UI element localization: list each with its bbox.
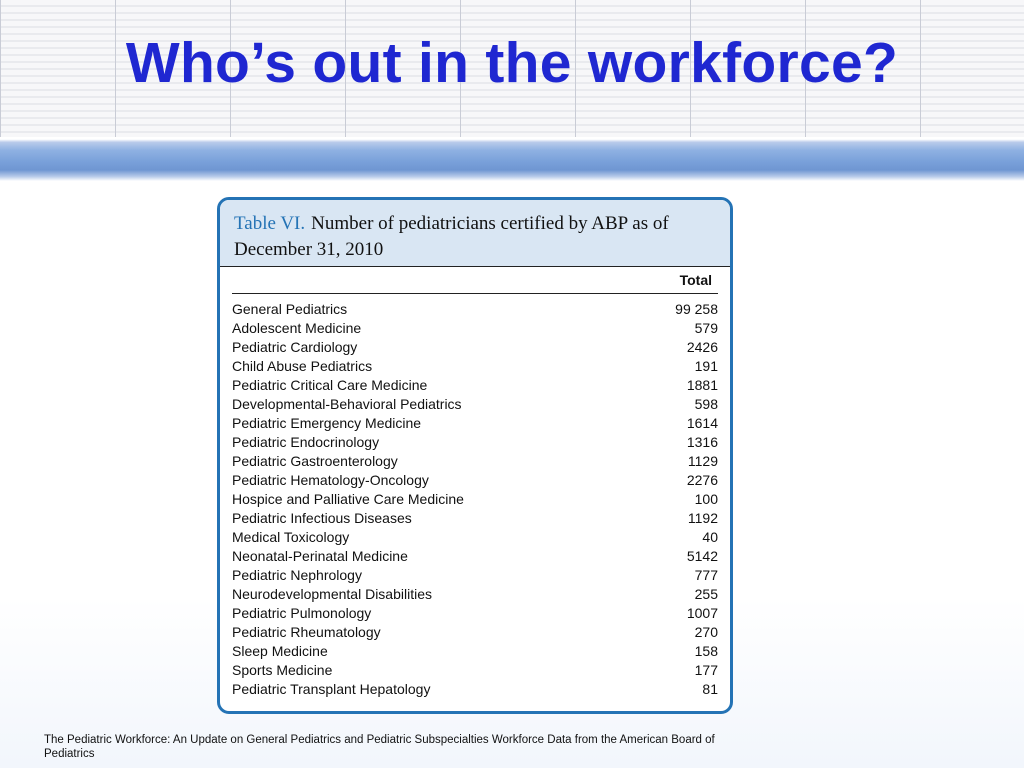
table-body [232, 300, 718, 699]
row-specialty-name: Child Abuse Pediatrics [232, 358, 373, 374]
table-row [232, 623, 718, 642]
row-specialty-name: Pediatric Transplant Hepatology [232, 681, 431, 697]
table-row [232, 566, 718, 585]
table-row [232, 490, 718, 509]
table-row [232, 547, 718, 566]
title-divider-bar [0, 137, 1024, 181]
slide-title: Who’s out in the workforce? [125, 31, 899, 95]
row-total-value: 579 [694, 320, 718, 336]
row-total-value: 100 [694, 491, 718, 507]
table-row [232, 300, 718, 319]
table-row [232, 509, 718, 528]
row-specialty-name: Developmental-Behavioral Pediatrics [232, 396, 462, 412]
table-caption [220, 200, 730, 267]
table-row [232, 433, 718, 452]
row-specialty-name: Neonatal-Perinatal Medicine [232, 548, 408, 564]
row-specialty-name: Pediatric Cardiology [232, 339, 358, 355]
row-total-value: 777 [694, 567, 718, 583]
row-total-value: 40 [702, 529, 718, 545]
row-total-value: 270 [694, 624, 718, 640]
row-specialty-name: Pediatric Hematology-Oncology [232, 472, 429, 488]
row-specialty-name: Pediatric Critical Care Medicine [232, 377, 428, 393]
row-specialty-name: Neurodevelopmental Disabilities [232, 586, 432, 602]
table-row [232, 414, 718, 433]
row-total-value: 191 [694, 358, 718, 374]
row-total-value: 81 [702, 681, 718, 697]
row-specialty-name: Sleep Medicine [232, 643, 328, 659]
row-total-value: 2276 [686, 472, 718, 488]
row-specialty-name: Pediatric Nephrology [232, 567, 362, 583]
table-row [232, 376, 718, 395]
table-row [232, 357, 718, 376]
row-total-value: 1316 [686, 434, 718, 450]
row-specialty-name: Pediatric Emergency Medicine [232, 415, 422, 431]
table-row [232, 661, 718, 680]
row-total-value: 2426 [686, 339, 718, 355]
table-row [232, 471, 718, 490]
table-column-header [232, 267, 718, 294]
table-row [232, 642, 718, 661]
row-total-value: 5142 [686, 548, 718, 564]
table-row [232, 604, 718, 623]
row-total-value: 177 [694, 662, 718, 678]
column-header-total: Total [679, 272, 712, 288]
table-row [232, 395, 718, 414]
row-specialty-name: Pediatric Pulmonology [232, 605, 372, 621]
table-row [232, 338, 718, 357]
row-specialty-name: Pediatric Rheumatology [232, 624, 381, 640]
row-total-value: 1881 [686, 377, 718, 393]
row-specialty-name: Adolescent Medicine [232, 320, 362, 336]
row-total-value: 158 [694, 643, 718, 659]
table-row [232, 319, 718, 338]
table-row [232, 452, 718, 471]
row-total-value: 99 258 [675, 301, 718, 317]
row-specialty-name: Pediatric Gastroenterology [232, 453, 398, 469]
row-specialty-name: Sports Medicine [232, 662, 333, 678]
row-total-value: 1614 [686, 415, 718, 431]
row-specialty-name: Pediatric Infectious Diseases [232, 510, 412, 526]
row-total-value: 1192 [687, 510, 718, 526]
row-total-value: 255 [694, 586, 718, 602]
table-row [232, 528, 718, 547]
table-row [232, 680, 718, 699]
table-caption-text: Number of pediatricians certified by ABP as of December 31, 2010 [234, 213, 669, 260]
table-row [232, 585, 718, 604]
row-total-value: 1129 [687, 453, 718, 469]
table-caption-label: Table VI. [234, 213, 306, 234]
row-specialty-name: Medical Toxicology [232, 529, 350, 545]
row-total-value: 598 [694, 396, 718, 412]
row-specialty-name: General Pediatrics [232, 301, 348, 317]
row-specialty-name: Hospice and Palliative Care Medicine [232, 491, 464, 507]
row-total-value: 1007 [686, 605, 718, 621]
source-citation: The Pediatric Workforce: An Update on General Pediatrics and Pediatric Subspecialties Workforce Data from the American Board of Pediatrics [44, 734, 715, 760]
row-specialty-name: Pediatric Endocrinology [232, 434, 380, 450]
pediatricians-table [217, 197, 733, 714]
